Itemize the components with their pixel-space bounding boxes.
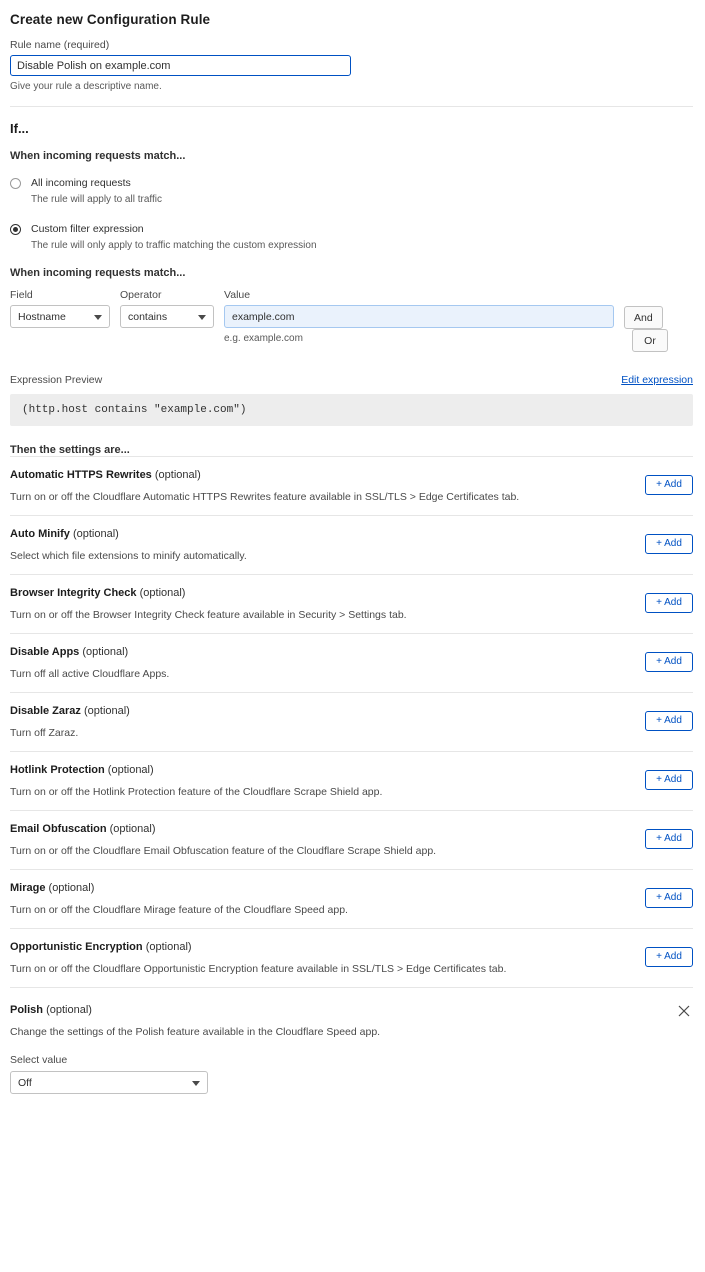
add-button[interactable]: + Add	[645, 711, 693, 731]
value-label: Value	[224, 289, 251, 302]
setting-description: Turn on or off the Cloudflare Automatic HTTPS Rewrites feature available in SSL/TLS > Edge Certificates tab.	[10, 491, 520, 504]
add-button[interactable]: + Add	[645, 770, 693, 790]
field-column	[10, 289, 110, 328]
rule-name-input[interactable]	[10, 55, 351, 76]
add-button[interactable]: + Add	[645, 593, 693, 613]
operator-select-value: contains	[128, 310, 168, 323]
setting-name: Automatic HTTPS Rewrites	[10, 469, 152, 482]
chevron-down-icon	[94, 315, 102, 320]
add-button[interactable]: + Add	[645, 652, 693, 672]
setting-title	[10, 469, 693, 481]
setting-polish	[10, 987, 693, 1106]
edit-expression-link[interactable]: Edit expression	[621, 374, 693, 387]
field-select[interactable]	[10, 305, 110, 328]
setting-name: Polish	[10, 1004, 44, 1017]
setting-description: Turn on or off the Hotlink Protection feature of the Cloudflare Scrape Shield app.	[10, 786, 383, 799]
setting-name: Opportunistic Encryption	[10, 941, 143, 954]
select-value-label: Select value	[10, 1054, 68, 1067]
setting-title	[10, 764, 693, 776]
close-icon[interactable]	[677, 1004, 691, 1018]
divider	[10, 106, 693, 107]
setting-name: Email Obfuscation	[10, 823, 107, 836]
setting-description: Turn off all active Cloudflare Apps.	[10, 668, 170, 681]
setting-optional: (optional)	[48, 882, 95, 895]
expression-builder-heading: When incoming requests match...	[10, 267, 186, 280]
setting-title	[10, 528, 693, 540]
value-column	[224, 289, 614, 344]
field-label: Field	[10, 289, 33, 302]
setting-optional: (optional)	[145, 941, 192, 954]
chevron-down-icon	[198, 315, 206, 320]
setting-title	[10, 587, 693, 599]
expression-builder-row	[10, 289, 693, 352]
setting-name: Disable Zaraz	[10, 705, 81, 718]
add-button[interactable]: + Add	[645, 888, 693, 908]
radio-desc-custom-filter: The rule will only apply to traffic matching the custom expression	[31, 239, 317, 251]
setting-name: Mirage	[10, 882, 46, 895]
setting-auto-minify	[10, 515, 693, 574]
match-heading: When incoming requests match...	[10, 150, 186, 162]
setting-title	[10, 705, 693, 717]
rule-name-helper: Give your rule a descriptive name.	[10, 81, 162, 92]
polish-value-select[interactable]	[10, 1071, 208, 1094]
or-button[interactable]: Or	[632, 329, 668, 352]
setting-optional: (optional)	[82, 646, 129, 659]
page-title: Create new Configuration Rule	[10, 12, 211, 27]
setting-optional: (optional)	[107, 764, 154, 777]
setting-description: Turn on or off the Cloudflare Opportunistic Encryption feature available in SSL/TLS > Edge Certificates tab.	[10, 963, 507, 976]
add-button[interactable]: + Add	[645, 475, 693, 495]
operator-select[interactable]	[120, 305, 214, 328]
setting-title	[10, 823, 693, 835]
setting-disable-apps	[10, 633, 693, 692]
expression-preview-label: Expression Preview	[10, 374, 103, 387]
setting-mirage	[10, 869, 693, 928]
setting-optional: (optional)	[109, 823, 156, 836]
operator-label: Operator	[120, 289, 162, 302]
radio-option-all-requests[interactable]	[10, 176, 693, 208]
setting-description: Change the settings of the Polish feature available in the Cloudflare Speed app.	[10, 1026, 381, 1039]
setting-name: Browser Integrity Check	[10, 587, 137, 600]
add-button[interactable]: + Add	[645, 947, 693, 967]
field-select-value: Hostname	[18, 310, 66, 323]
setting-description: Select which file extensions to minify automatically.	[10, 550, 247, 563]
setting-title	[10, 882, 693, 894]
setting-name: Auto Minify	[10, 528, 70, 541]
radio-icon-custom-filter[interactable]	[10, 224, 21, 235]
setting-name: Disable Apps	[10, 646, 80, 659]
and-button[interactable]: And	[624, 306, 663, 329]
expression-preview-header	[10, 374, 693, 386]
setting-optional: (optional)	[139, 587, 186, 600]
radio-desc-all-requests: The rule will apply to all traffic	[31, 194, 162, 206]
setting-title	[10, 1004, 693, 1016]
radio-label-all-requests: All incoming requests	[31, 177, 131, 189]
value-hint: e.g. example.com	[224, 333, 303, 345]
setting-optional: (optional)	[83, 705, 130, 718]
logic-buttons	[624, 289, 683, 352]
setting-optional: (optional)	[154, 469, 201, 482]
chevron-down-icon	[192, 1081, 200, 1086]
polish-value-select-value: Off	[18, 1076, 32, 1089]
operator-column	[120, 289, 214, 328]
setting-description: Turn off Zaraz.	[10, 727, 79, 740]
setting-description: Turn on or off the Cloudflare Email Obfuscation feature of the Cloudflare Scrape Shield app.	[10, 845, 437, 858]
setting-title	[10, 646, 693, 658]
setting-automatic-https-rewrites	[10, 456, 693, 515]
setting-browser-integrity-check	[10, 574, 693, 633]
expression-preview-code: (http.host contains "example.com")	[10, 394, 693, 426]
rule-name-label: Rule name (required)	[10, 39, 110, 51]
value-input[interactable]	[224, 305, 614, 328]
setting-name: Hotlink Protection	[10, 764, 105, 777]
setting-email-obfuscation	[10, 810, 693, 869]
setting-optional: (optional)	[72, 528, 119, 541]
add-button[interactable]: + Add	[645, 829, 693, 849]
setting-opportunistic-encryption	[10, 928, 693, 987]
radio-icon-all-requests[interactable]	[10, 178, 21, 189]
setting-title	[10, 941, 693, 953]
add-button[interactable]: + Add	[645, 534, 693, 554]
setting-description: Turn on or off the Browser Integrity Check feature available in Security > Settings tab.	[10, 609, 407, 622]
radio-label-custom-filter: Custom filter expression	[31, 222, 144, 235]
setting-hotlink-protection	[10, 751, 693, 810]
setting-disable-zaraz	[10, 692, 693, 751]
radio-option-custom-filter[interactable]	[10, 222, 693, 254]
setting-optional: (optional)	[46, 1004, 92, 1017]
then-section-heading: Then the settings are...	[10, 444, 130, 457]
setting-description: Turn on or off the Cloudflare Mirage feature of the Cloudflare Speed app.	[10, 904, 348, 917]
if-section-heading: If...	[10, 121, 29, 136]
